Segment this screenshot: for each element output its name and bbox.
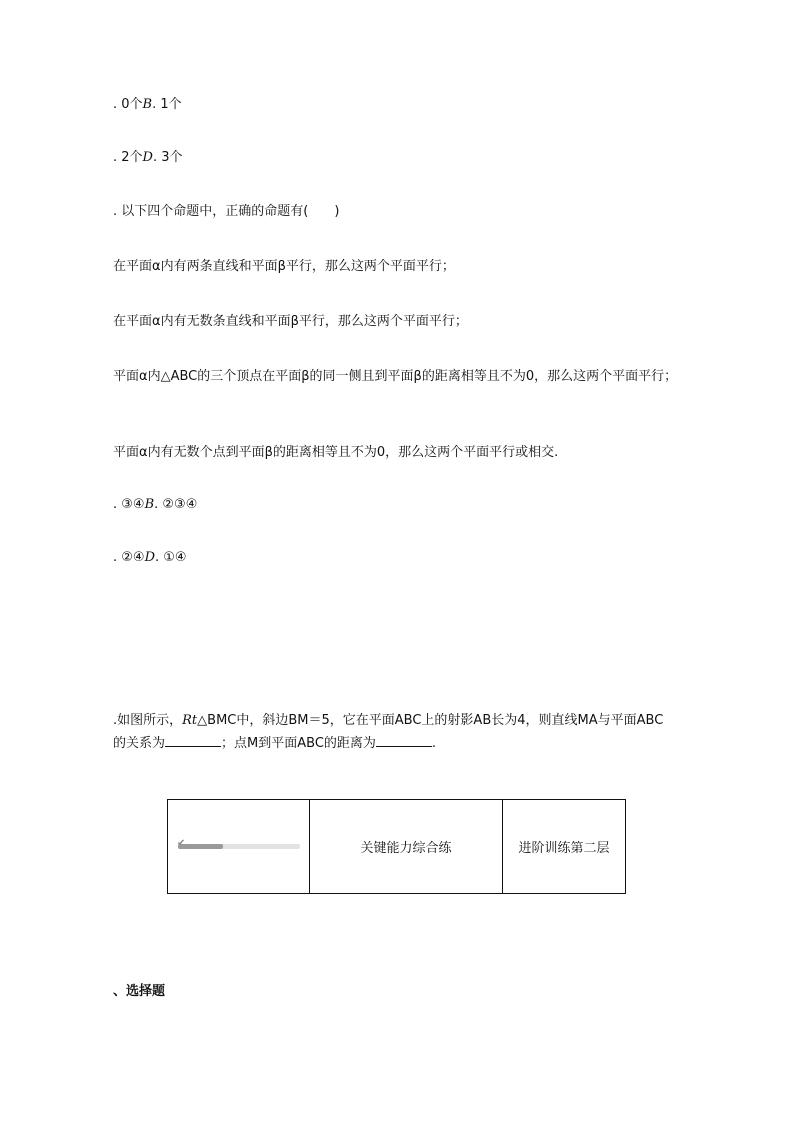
q2-statement-2: 在平面α内有无数条直线和平面β平行，那么这两个平面平行；: [113, 314, 468, 329]
q3-part2: ；点M到平面ABC的距离为: [221, 736, 376, 751]
q2-option-a: . ③④: [113, 497, 145, 512]
q2-option-d: . ①④: [155, 550, 187, 565]
banner-level: 进阶训练第二层: [518, 841, 610, 856]
q2-statement-4: 平面α内有无数个点到平面β的距离相等且不为0，那么这两个平面平行或相交.: [113, 445, 559, 460]
q3-rt: Rt: [182, 713, 198, 728]
q3-answer-blank-2[interactable]: [376, 732, 432, 747]
q2-options-row-2: [113, 547, 187, 569]
q3-prefix: .如图所示，: [113, 713, 183, 728]
q1-option-a: . 0个: [113, 97, 143, 112]
check-icon: ✔: [177, 838, 186, 849]
banner-title-cell: [310, 800, 503, 893]
q2-statement-1: 在平面α内有两条直线和平面β平行，那么这两个平面平行；: [113, 259, 455, 274]
q1-option-b: . 1个: [152, 97, 182, 112]
q2-statement-3: 平面α内△ABC的三个顶点在平面β的同一侧且到平面β的距离相等且不为0，那么这两个平面平行；: [113, 369, 678, 384]
q2-option-b: . ②③④: [154, 497, 198, 512]
q2-option-c: . ②④: [113, 550, 145, 565]
q3-text: [113, 710, 673, 755]
q2-option-d-letter: D: [144, 550, 156, 565]
banner-progress-cell: [168, 800, 310, 893]
q1-option-d-letter: D: [142, 150, 153, 165]
q3-part1: △BMC中，斜边BM＝5，它在平面ABC上的射影AB长为4，则直线MA与平面ABC的关系为: [113, 713, 664, 751]
q3-answer-blank-1[interactable]: [165, 732, 221, 747]
progress-bar: [177, 838, 300, 849]
section-banner: [167, 799, 626, 894]
q1-option-c: . 2个: [113, 150, 143, 165]
section-title: 、选择题: [113, 984, 166, 999]
q2-stem: . 以下四个命题中，正确的命题有( ): [113, 204, 340, 219]
banner-level-cell: [503, 800, 625, 893]
q1-option-b-letter: B: [142, 97, 153, 112]
q2-options-row-1: [113, 494, 197, 516]
q1-option-d: . 3个: [152, 150, 183, 165]
q1-options-row-1: [113, 94, 182, 116]
q1-options-row-2: [113, 147, 183, 169]
q3-part3: .: [431, 736, 437, 751]
banner-title: 关键能力综合练: [360, 841, 452, 856]
q2-option-b-letter: B: [144, 497, 155, 512]
